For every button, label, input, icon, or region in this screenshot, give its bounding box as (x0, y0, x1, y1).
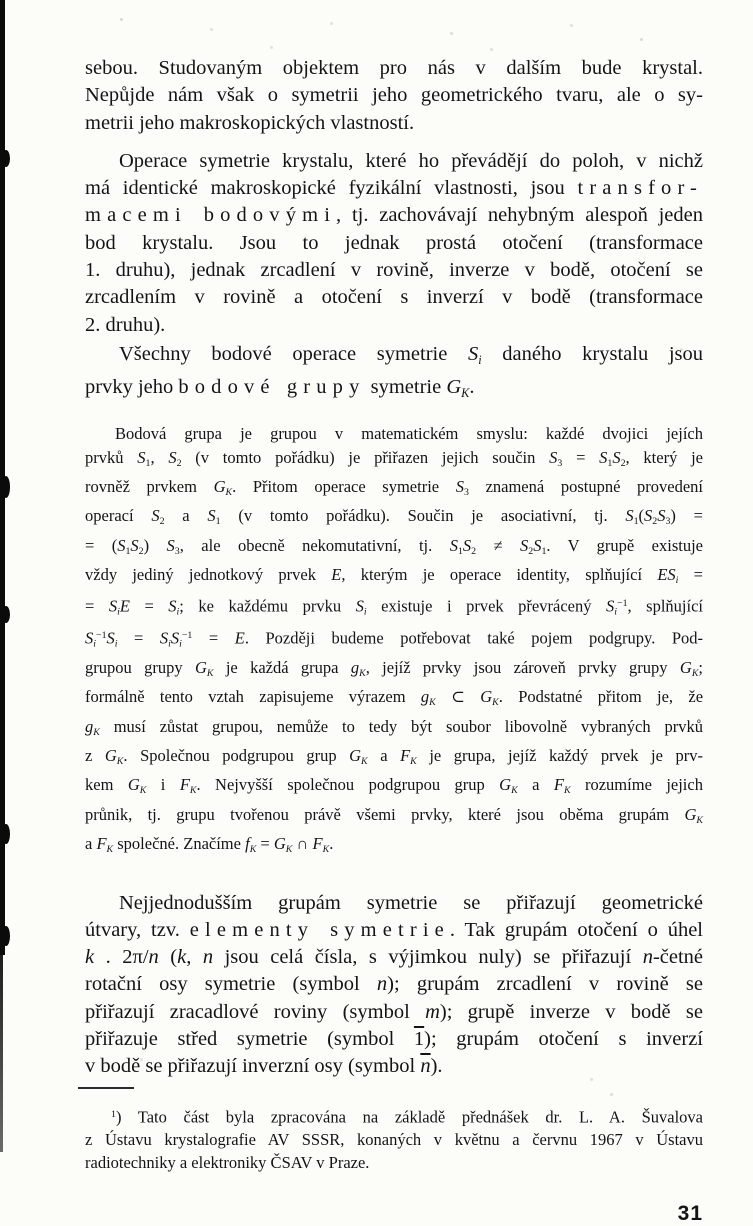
text-segment: S (449, 535, 458, 555)
text-segment: K (691, 668, 699, 680)
text-segment: K (563, 785, 571, 797)
footnote-line (85, 1128, 703, 1151)
text-segment: K (696, 814, 703, 826)
text-segment: i (146, 775, 180, 795)
text-segment: , který je (625, 447, 704, 467)
text-segment: 1 (457, 545, 463, 557)
text-segment: ⊂ (435, 687, 481, 707)
text-segment: S (168, 596, 177, 616)
text-segment: f (245, 834, 250, 854)
text-segment: Bodová grupa je grupou v matematickém smyslu: každé dvojici jejích (115, 424, 703, 444)
text-segment: K (410, 756, 417, 768)
text-segment: . Tak grupám otočení o úhel (449, 918, 703, 941)
operations-paragraph-line (85, 148, 703, 175)
text-segment: . Později budeme potřebovat také pojem podgrupy. Pod- (244, 628, 704, 648)
text-segment: . Nejvyšší společnou podgrupou grup (196, 775, 500, 795)
text-segment: 2 (159, 516, 165, 528)
text-segment: . Podstatné přitom je, že (498, 687, 704, 707)
group-theory-smallprint-line (85, 592, 703, 624)
text-segment: 1 (413, 1028, 425, 1050)
text-segment: přiřazuje střed symetrie (symbol (85, 1028, 414, 1050)
text-segment: $\overline{n}$ (420, 1055, 431, 1078)
text-segment: S (549, 447, 558, 467)
text-segment: , tj. zachovávají nehybným alespoň jeden (336, 204, 703, 227)
text-segment: S (166, 535, 175, 555)
text-segment: 1 (111, 1108, 116, 1120)
binding-bump (2, 926, 10, 946)
text-segment: i (675, 575, 679, 587)
text-segment: = (129, 596, 169, 616)
text-segment: 2 (138, 545, 144, 557)
text-segment: 1 (607, 457, 613, 469)
text-segment: je každá grupa (213, 658, 351, 677)
intro-paragraph (85, 55, 703, 137)
text-segment: ES (657, 565, 676, 585)
text-segment: bodové grupy (178, 376, 366, 399)
text-segment: sebou. Studovaným objektem pro nás v dalším bude krystal. (85, 57, 703, 79)
text-segment: (v tomto pořádku). Součin je asociativní, tj. (220, 506, 626, 526)
text-segment: S (599, 447, 608, 467)
text-segment: společné. Značíme (113, 834, 246, 854)
text-segment: = (256, 834, 274, 854)
text-segment: = (192, 628, 235, 648)
text-segment: i (614, 607, 617, 618)
text-segment: S (168, 447, 177, 467)
group-theory-smallprint-line (85, 744, 703, 773)
text-segment: S (612, 447, 621, 467)
text-segment: g (420, 687, 430, 707)
text-segment: a (367, 746, 401, 766)
text-segment: i (117, 607, 120, 618)
text-segment: K (189, 785, 197, 797)
intro-paragraph-line (85, 110, 703, 137)
text-segment: −1 (617, 598, 628, 610)
text-segment: G (213, 476, 226, 496)
text-segment: 2 (176, 457, 182, 469)
intro-paragraph-line (85, 82, 703, 109)
text-segment: E (234, 628, 245, 648)
text-segment: k (85, 946, 95, 969)
text-segment: v bodě se přiřazují inverzní osy (symbol (85, 1055, 421, 1078)
text-segment: G (127, 775, 140, 795)
text-segment: G (104, 746, 117, 766)
text-segment: operací (85, 506, 152, 526)
text-segment: K (359, 668, 366, 680)
text-segment: ) (143, 535, 167, 555)
text-segment: G (684, 804, 697, 824)
text-segment: ) Tato část byla zpracována na základě přednášek dr. L. A. Šuvalova (115, 1107, 703, 1127)
text-segment: rozumíme jejich (570, 775, 703, 795)
footnote-separator (78, 1087, 134, 1089)
text-segment: S (644, 506, 653, 526)
text-segment: 2 (528, 545, 534, 557)
text-segment: S (467, 342, 479, 365)
text-segment: rovněž prvkem (85, 476, 214, 496)
text-column (85, 55, 703, 1226)
text-segment: je grupa, jejíž každý prvek je prv- (416, 746, 703, 766)
footnote-line (85, 1151, 703, 1174)
operations-paragraph-line (85, 230, 703, 257)
text-segment: přiřazují zracadlové roviny (symbol (85, 1000, 426, 1023)
text-segment: K (492, 697, 499, 709)
text-segment: rotační osy symetrie (symbol (85, 973, 377, 996)
point-group-paragraph-line (85, 341, 703, 374)
text-segment: k (177, 946, 187, 969)
text-segment: vždy jediný jednotkový prvek (85, 565, 332, 585)
text-segment: S (533, 535, 542, 555)
text-segment: existuje i prvek převrácený (366, 596, 606, 616)
text-segment: S (207, 506, 216, 526)
text-segment: K (511, 785, 518, 797)
text-segment: i (363, 607, 367, 618)
text-segment: ) = (670, 506, 703, 526)
text-segment: musí zůstat grupou, nemůže to tedy být soubor libovolně vybraných prvků (99, 716, 703, 736)
text-segment: K (106, 844, 114, 856)
text-segment: metrii jeho makroskopických vlastností. (85, 111, 415, 134)
text-segment: K (285, 844, 293, 856)
operations-paragraph (85, 148, 703, 339)
text-segment: S (455, 476, 464, 496)
operations-paragraph-line (85, 257, 703, 284)
page-number: 31 (677, 1202, 703, 1226)
text-segment: macemi bodovými (85, 204, 337, 227)
binding-edge-lower (0, 955, 3, 1152)
text-segment: má identické makroskopické fyzikální vlastnosti, jsou (85, 177, 578, 200)
text-segment: K (461, 386, 470, 401)
text-segment: 3 (665, 516, 671, 528)
text-segment: zrcadlením v rovině a otočení s inverzí v bodě (transformace (85, 286, 703, 309)
text-segment: 3 (464, 487, 469, 499)
text-segment: ∩ (292, 834, 313, 854)
text-segment: , kterým je operace identity, splňující (341, 565, 658, 585)
text-segment: g (85, 716, 94, 736)
binding-bump (2, 476, 10, 498)
text-segment: 1. druhu), jednak zrcadlení v rovině, inverze v bodě, otočení se (85, 259, 703, 282)
text-segment: G (194, 658, 207, 677)
symmetry-elements-paragraph-line (85, 999, 703, 1026)
text-segment: ; ke každému prvku (179, 596, 356, 616)
symmetry-elements-paragraph-line (85, 944, 703, 971)
text-segment: Operace symetrie krystalu, které ho převádějí do poloh, v nichž (119, 149, 703, 172)
text-segment: . 2π/ (94, 946, 149, 969)
text-segment: F (400, 746, 411, 766)
text-segment: , (186, 946, 203, 969)
binding-bump (2, 150, 10, 167)
group-theory-smallprint-line (85, 773, 703, 802)
text-segment: = ( (85, 535, 118, 555)
text-segment: −1 (181, 630, 193, 642)
text-segment: formálně tento vztah zapisujeme výrazem (85, 687, 421, 707)
text-segment: radiotechniky a elektroniky ČSAV v Praze. (85, 1153, 370, 1173)
text-segment: jsou celá čísla, s výjimkou nuly) se přiřazují (213, 946, 643, 969)
text-segment: 1 (541, 545, 547, 557)
text-segment: ( (638, 506, 645, 526)
text-segment: K (429, 697, 436, 709)
operations-paragraph-line (85, 175, 703, 202)
text-segment: z (85, 746, 105, 766)
text-segment: i (179, 638, 182, 650)
text-segment: 3 (557, 457, 563, 469)
text-segment: G (679, 658, 692, 677)
text-segment: S (151, 506, 160, 526)
text-segment: G (349, 746, 362, 766)
text-segment: K (322, 844, 330, 856)
text-segment: K (116, 756, 124, 768)
text-segment: útvary, tzv. (85, 918, 190, 941)
text-segment: K (225, 487, 233, 499)
text-segment: i (176, 607, 180, 618)
text-segment: n (202, 946, 214, 969)
text-segment: m (425, 1000, 440, 1023)
group-theory-smallprint-line (85, 446, 703, 475)
text-segment: 2 (471, 545, 477, 557)
text-segment: K (139, 785, 147, 797)
text-segment: i (93, 638, 96, 650)
text-segment: , ale obecně nekomutativní, tj. (179, 535, 450, 555)
binding-bump (2, 824, 10, 844)
text-segment: kem (85, 775, 128, 795)
binding-bump (2, 606, 10, 623)
text-segment: 2 (620, 457, 626, 469)
text-segment: S (606, 596, 615, 616)
text-segment: . Společnou podgrupou grup (123, 746, 350, 766)
text-segment: 1 (125, 545, 131, 557)
text-segment: S (106, 628, 115, 648)
group-theory-smallprint-line (85, 504, 703, 533)
text-segment: . V grupě existuje (546, 535, 703, 555)
text-segment: g (350, 658, 360, 677)
group-theory-smallprint (85, 422, 703, 861)
text-segment: elementy symetrie (189, 918, 450, 941)
symmetry-elements-paragraph (85, 890, 703, 1081)
group-theory-smallprint-line (85, 563, 703, 592)
operations-paragraph-line (85, 284, 703, 311)
text-segment: 1 (145, 457, 151, 469)
text-segment: F (312, 834, 323, 854)
text-segment: E (119, 596, 130, 616)
group-theory-smallprint-line (85, 422, 703, 445)
text-segment: 2 (652, 516, 658, 528)
text-segment: −1 (96, 630, 107, 642)
symmetry-elements-paragraph-line (85, 1053, 703, 1080)
text-segment: a (164, 506, 208, 526)
point-group-paragraph (85, 341, 703, 407)
text-segment: prvků (85, 447, 138, 467)
footnote (85, 1103, 703, 1174)
text-segment: znamená postupné provedení (468, 476, 704, 496)
text-segment: n (376, 973, 388, 996)
point-group-paragraph-line (85, 374, 703, 407)
text-segment: K (249, 844, 257, 856)
text-segment: S (462, 535, 472, 555)
symmetry-elements-paragraph-line (85, 971, 703, 998)
text-segment: ≠ (476, 535, 520, 555)
text-segment: 1 (633, 516, 639, 528)
text-segment: F (553, 775, 564, 795)
group-theory-smallprint-line (85, 534, 703, 563)
group-theory-smallprint-line (85, 656, 703, 685)
text-segment: K (361, 756, 368, 768)
text-segment: transfor- (577, 177, 703, 200)
text-segment: ( (158, 946, 178, 969)
operations-paragraph-line (85, 202, 703, 229)
text-segment: S (137, 447, 146, 467)
symmetry-elements-paragraph-line (85, 890, 703, 917)
group-theory-smallprint-line (85, 715, 703, 744)
text-segment: ). (430, 1055, 443, 1078)
group-theory-smallprint-line (85, 803, 703, 832)
text-segment: , (150, 447, 169, 467)
symmetry-elements-paragraph-line (85, 1026, 703, 1053)
text-segment: S (170, 628, 180, 648)
group-theory-smallprint-line (85, 624, 703, 656)
text-segment: i (114, 638, 118, 650)
footnote-line (85, 1103, 703, 1128)
text-segment: . (329, 834, 334, 854)
text-segment: = (85, 596, 109, 616)
text-segment: S (117, 535, 126, 555)
text-segment: S (130, 535, 139, 555)
text-segment: , splňující (627, 596, 703, 616)
text-segment: S (159, 628, 169, 648)
text-segment: prvky jeho (85, 376, 179, 399)
text-segment: ; (698, 658, 703, 677)
text-segment: daného krystalu jsou (481, 342, 704, 365)
text-segment: průnik, tj. grupu tvořenou právě všemi prvky, které jsou oběma grupám (85, 804, 685, 824)
text-segment: n (642, 946, 653, 969)
text-segment: S (355, 596, 364, 616)
text-segment: S (657, 506, 666, 526)
text-segment: S (625, 506, 634, 526)
text-segment: a (85, 834, 97, 854)
text-segment: 3 (174, 545, 180, 557)
text-segment: 2. druhu). (85, 313, 166, 336)
text-segment: 1 (215, 516, 221, 528)
text-segment: K (93, 726, 100, 738)
text-segment: E (331, 565, 342, 585)
text-segment: F (179, 775, 190, 795)
text-segment: symetrie (365, 376, 447, 399)
text-segment: G (480, 687, 493, 707)
text-segment: = (678, 565, 703, 585)
text-segment: = (117, 628, 160, 648)
text-segment: S (520, 535, 529, 555)
text-segment: Nejjednodušším grupám symetrie se přiřazují geometrické (119, 891, 703, 914)
text-segment: , jejíž prvky jsou zároveň prvky grupy (365, 658, 680, 677)
text-segment: Všechny bodové operace symetrie (119, 342, 468, 365)
text-segment: = (562, 447, 600, 467)
text-segment: i (478, 352, 482, 367)
text-segment: ); grupám zrcadlení v rovině se (387, 973, 703, 996)
text-segment: G (273, 834, 286, 854)
text-segment: G (446, 376, 462, 399)
group-theory-smallprint-line (85, 832, 703, 861)
scan-speckle (120, 18, 123, 21)
text-segment: K (206, 668, 214, 680)
text-segment: (v tomto pořádku) je přiřazen jejich součin (181, 447, 550, 467)
group-theory-smallprint-line (85, 475, 703, 504)
text-segment: z Ústavu krystalografie AV SSSR, konaných v květnu a červnu 1967 v Ústavu (85, 1130, 703, 1150)
text-segment: Nepůjde nám však o symetrii jeho geometrického tvaru, ale o sy- (85, 84, 703, 107)
text-segment: S (85, 628, 94, 648)
symmetry-elements-paragraph-line (85, 917, 703, 944)
group-theory-smallprint-line (85, 685, 703, 714)
text-segment: F (96, 834, 107, 854)
text-segment: G (499, 775, 512, 795)
text-segment: S (108, 596, 118, 616)
text-segment: -četné (652, 946, 704, 969)
text-segment: i (168, 638, 171, 650)
text-segment: grupou grupy (85, 658, 195, 677)
intro-paragraph-line (85, 55, 703, 82)
text-segment: bod krystalu. Jsou to jednak prostá otočení (transformace (85, 231, 703, 254)
text-segment: . (469, 376, 475, 399)
text-segment: ); grupě inverze v bodě se (439, 1000, 703, 1023)
text-segment: a (517, 775, 554, 795)
operations-paragraph-line (85, 312, 703, 339)
text-segment: n (148, 946, 159, 969)
text-segment: ); grupám otočení s inverzí (424, 1028, 703, 1050)
text-segment: . Přitom operace symetrie (232, 476, 456, 496)
